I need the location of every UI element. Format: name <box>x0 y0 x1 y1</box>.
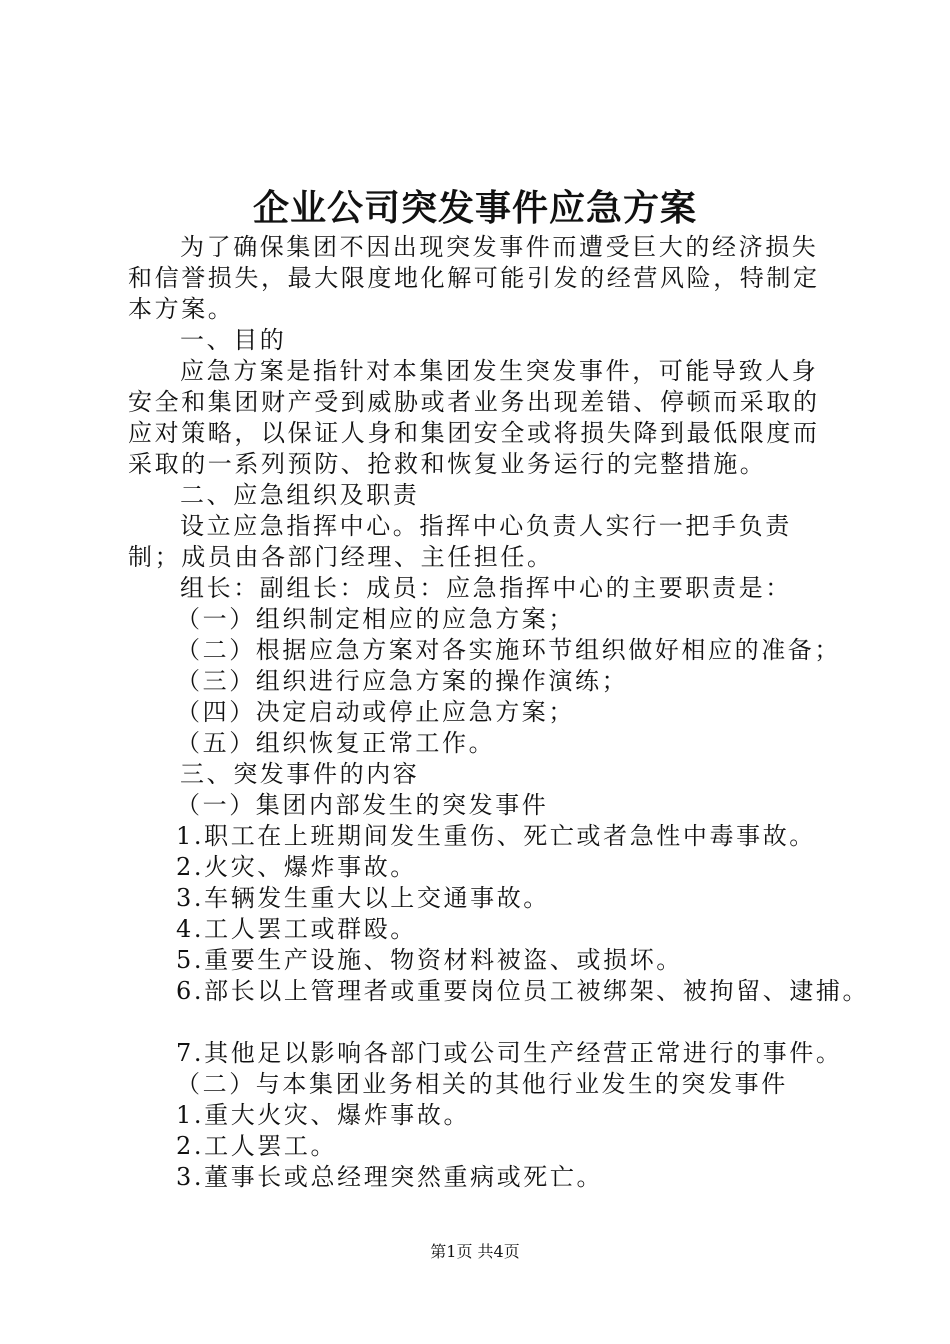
page-indicator: 第1页 共4页 <box>430 1242 520 1261</box>
duty-item: （五）组织恢复正常工作。 <box>176 729 496 757</box>
document-body <box>128 232 870 1193</box>
section-2-heading: 二、应急组织及职责 <box>180 481 420 509</box>
blank-line <box>128 1007 838 1038</box>
external-events-heading: （二）与本集团业务相关的其他行业发生的突发事件 <box>176 1070 788 1098</box>
intro-paragraph: 为了确保集团不因出现突发事件而遭受巨大的经济损失和信誉损失，最大限度地化解可能引发的经营风险，特制定本方案。 <box>128 233 820 323</box>
internal-events-heading: （一）集团内部发生的突发事件 <box>176 791 549 819</box>
internal-event-item: 7.其他足以影响各部门或公司生产经营正常进行的事件。 <box>176 1039 843 1067</box>
external-event-item: 3.董事长或总经理突然重病或死亡。 <box>176 1163 604 1191</box>
duty-item: （四）决定启动或停止应急方案； <box>176 698 575 726</box>
external-event-item: 2.工人罢工。 <box>176 1132 338 1160</box>
document-title: 企业公司突发事件应急方案 <box>252 187 697 229</box>
section-1-text: 应急方案是指针对本集团发生突发事件，可能导致人身安全和集团财产受到威胁或者业务出现差错、停顿而采取的应对策略，以保证人身和集团安全或将损失降到最低限度而采取的一系列预防、抢救和恢复业务运行的完整措施。 <box>128 357 820 478</box>
internal-event-item: 6.部长以上管理者或重要岗位员工被绑架、被拘留、逮捕。 <box>176 977 870 1005</box>
external-event-item: 1.重大火灾、爆炸事故。 <box>176 1101 471 1129</box>
internal-event-item: 1.职工在上班期间发生重伤、死亡或者急性中毒事故。 <box>176 822 816 850</box>
section-2-roles: 组长：副组长：成员：应急指挥中心的主要职责是： <box>180 574 792 602</box>
section-3-heading: 三、突发事件的内容 <box>180 760 420 788</box>
duty-item: （一）组织制定相应的应急方案； <box>176 605 575 633</box>
internal-event-item: 5.重要生产设施、物资材料被盗、或损坏。 <box>176 946 683 974</box>
duty-item: （三）组织进行应急方案的操作演练； <box>176 667 629 695</box>
section-2-text: 设立应急指挥中心。指挥中心负责人实行一把手负责制；成员由各部门经理、主任担任。 <box>128 512 792 571</box>
internal-event-item: 2.火灾、爆炸事故。 <box>176 853 417 881</box>
internal-event-item: 4.工人罢工或群殴。 <box>176 915 417 943</box>
internal-event-item: 3.车辆发生重大以上交通事故。 <box>176 884 550 912</box>
duty-item: （二）根据应急方案对各实施环节组织做好相应的准备； <box>176 636 841 664</box>
section-1-heading: 一、目的 <box>180 326 287 354</box>
